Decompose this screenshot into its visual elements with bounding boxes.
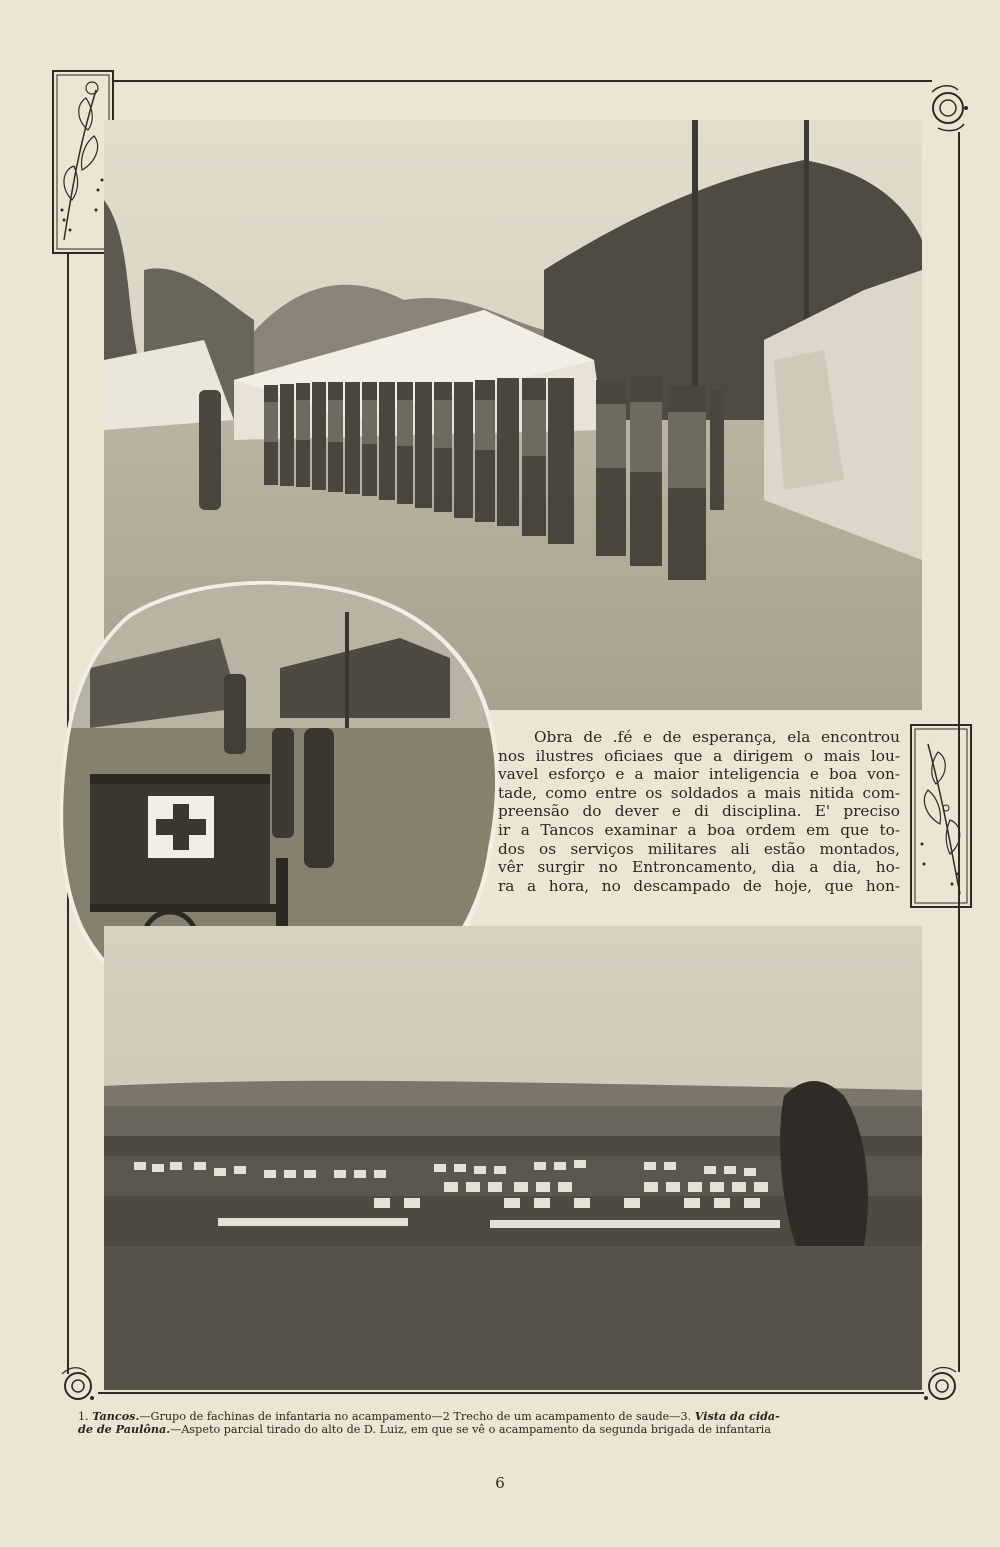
article-line: tade, como entre os soldados a mais nitida com- bbox=[498, 783, 900, 802]
article-line: ra a hora, no descampado de hoje, que hon- bbox=[498, 876, 900, 895]
caption-line-1 bbox=[78, 1410, 952, 1423]
caption-place: de de Paulôna. bbox=[78, 1422, 171, 1436]
caption-place: Vista da cida- bbox=[694, 1409, 780, 1423]
swirl-corner-ornament-top-right bbox=[926, 82, 970, 134]
page-number: 6 bbox=[495, 1474, 505, 1492]
photo-panoramic-camp-view bbox=[104, 926, 922, 1390]
article-line: dos os serviços militares ali estão montados, bbox=[498, 839, 900, 858]
article-line: nos ilustres oficiaes que a dirigem o mais lou- bbox=[498, 746, 900, 765]
article-line: preensão do dever e di disciplina. E' preciso bbox=[498, 802, 900, 821]
swirl-corner-ornament-bottom-left bbox=[58, 1366, 98, 1406]
caption-line-2 bbox=[78, 1423, 952, 1436]
caption-place: Tancos. bbox=[92, 1409, 140, 1423]
frame-bottom-line bbox=[98, 1392, 924, 1394]
caption-text: —Grupo de fachinas de infantaria no acampamento—2 Trecho de um acampamento de saude—3. bbox=[139, 1410, 692, 1423]
frame-top-line bbox=[112, 80, 932, 82]
swirl-corner-ornament-bottom-right bbox=[920, 1366, 964, 1408]
caption-text: —Aspeto parcial tirado do alto de D. Luiz, em que se vê o acampamento da segunda brigada de infantaria bbox=[170, 1423, 772, 1436]
floral-ornament-right bbox=[910, 724, 972, 908]
caption-number: 1. bbox=[78, 1410, 89, 1423]
article-line: vavel esforço e a maior inteligencia e boa von- bbox=[498, 765, 900, 784]
photo-caption bbox=[78, 1410, 952, 1436]
article-text bbox=[498, 728, 900, 895]
article-line: ir a Tancos examinar a boa ordem em que to- bbox=[498, 820, 900, 839]
article-line: vêr surgir no Entroncamento, dia a dia, ho- bbox=[498, 858, 900, 877]
article-line: Obra de .fé e de esperança, ela encontrou bbox=[534, 728, 900, 746]
